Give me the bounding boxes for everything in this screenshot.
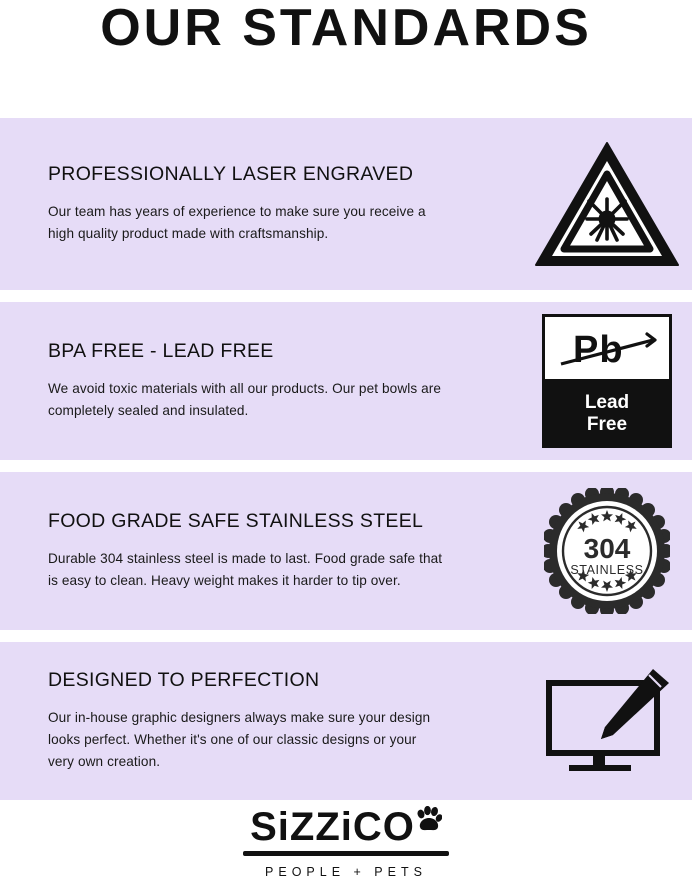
- badge-material-text: STAINLESS: [570, 563, 644, 577]
- standard-heading: BPA FREE - LEAD FREE: [48, 339, 274, 362]
- lead-free-label: [545, 379, 669, 445]
- paw-print-icon: [416, 806, 442, 834]
- monitor-paintbrush-icon: [541, 665, 673, 777]
- pb-symbol-text: Pb: [573, 329, 624, 371]
- pb-symbol-container: [545, 317, 669, 379]
- laser-warning-triangle-icon: [533, 139, 681, 269]
- 304-stainless-badge-icon: [544, 488, 670, 614]
- standard-row-laser-engraved: [0, 118, 692, 290]
- standard-body: We avoid toxic materials with all our products. Our pet bowls are completely sealed and insulated.: [48, 380, 442, 418]
- row-divider: [0, 630, 692, 642]
- row-divider: [0, 460, 692, 472]
- standard-row-designed-to-perfection: [0, 642, 692, 800]
- standard-icon-container: [522, 665, 692, 777]
- standard-text-block: [48, 163, 522, 245]
- lead-free-line1: Lead: [584, 391, 630, 413]
- page-title-container: [0, 0, 692, 118]
- standard-body: Durable 304 stainless steel is made to last. Food grade safe that is easy to clean. Heavy weight makes it harder to tip over.: [48, 550, 443, 588]
- badge-number-text: 304: [583, 533, 631, 564]
- footer-branding: [0, 800, 692, 879]
- standard-body: Our in-house graphic designers always make sure your design looks perfect. Whether it's one of our classic designs or your very own creation.: [48, 709, 431, 769]
- standard-heading: PROFESSIONALLY LASER ENGRAVED: [48, 162, 414, 185]
- standard-text-block: [48, 669, 522, 773]
- logo-row: [250, 806, 442, 847]
- brand-name: SiZZiCO: [250, 805, 415, 849]
- standard-row-bpa-lead-free: [0, 302, 692, 460]
- brand-underline: [243, 851, 449, 856]
- standard-body: Our team has years of experience to make sure you receive a high quality product made with craftsmanship.: [48, 203, 426, 241]
- page-title: OUR STANDARDS: [100, 0, 592, 57]
- standard-icon-container: [522, 139, 692, 269]
- standard-text-block: [48, 510, 522, 592]
- row-divider: [0, 290, 692, 302]
- lead-free-pb-icon: [542, 314, 672, 448]
- standard-icon-container: [522, 314, 692, 448]
- standard-heading: FOOD GRADE SAFE STAINLESS STEEL: [48, 509, 424, 532]
- standard-icon-container: [522, 488, 692, 614]
- standard-text-block: [48, 340, 522, 422]
- standard-heading: DESIGNED TO PERFECTION: [48, 668, 320, 691]
- standard-row-stainless-steel: [0, 472, 692, 630]
- lead-free-line2: Free: [586, 413, 628, 435]
- brand-tagline: PEOPLE + PETS: [265, 865, 427, 879]
